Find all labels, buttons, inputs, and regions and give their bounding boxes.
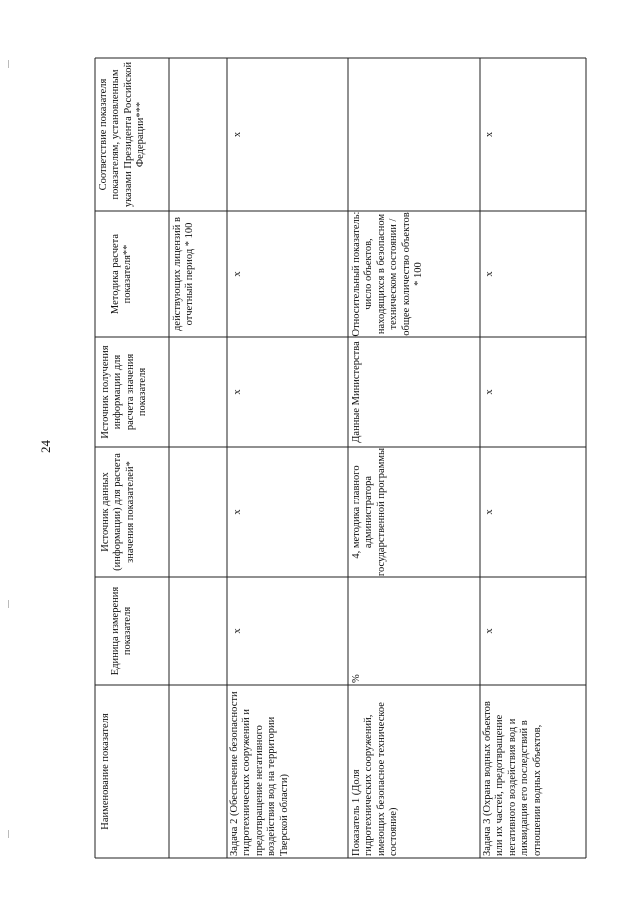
- row2-compliance: х: [232, 131, 243, 138]
- row2-info-source: х: [232, 389, 243, 395]
- row3-info-source: Данные Министерства: [351, 341, 362, 443]
- row3-name: Показатель 1 (Доля гидротехнических сооружений, имеющих безопасное техническое состояние): [351, 702, 400, 856]
- row1-method: действующих лицензий в отчетный период * 100: [172, 217, 196, 331]
- row4-compliance: х: [484, 131, 495, 138]
- header-method: Методика расчета показателя**: [110, 233, 134, 315]
- row4-data-source: х: [484, 509, 495, 515]
- row2-unit: х: [232, 628, 243, 634]
- header-unit: Единица измерения показателя: [110, 586, 134, 676]
- row3-data-source: 4, методика главного администратора государственной программы: [351, 447, 387, 577]
- row4-method: х: [484, 271, 495, 277]
- row3-unit: %: [351, 674, 362, 683]
- row3-method: Относительный показатель: число объектов, находящихся в безопасном техническом состоянии / общее количество объектов * 100: [351, 211, 425, 337]
- header-compliance: Соответствие показателя показателям, установленным указами Президента Российской Федерации***: [98, 61, 147, 208]
- row4-name: Задача 3 (Охрана водных объектов или их частей, предотвращение негативного воздействия вод и ликвидация его последствий в отношении водных объектов,: [482, 701, 543, 856]
- row2-name: Задача 2 (Обеспечение безопасности гидротехнических сооружений и предотвращение негативного воздействия вод на территории Тверской области): [229, 691, 290, 856]
- page-number: 24: [38, 440, 53, 453]
- row4-info-source: х: [484, 389, 495, 395]
- row2-data-source: х: [232, 509, 243, 515]
- header-data-source: Источник данных (информации) для расчета значения показателей*: [100, 453, 136, 571]
- header-indicator-name: Наименование показателя: [100, 713, 111, 830]
- row2-method: х: [232, 271, 243, 277]
- header-info-source: Источник получения информации для расчета значения показателя: [100, 345, 149, 439]
- row4-unit: х: [484, 628, 495, 634]
